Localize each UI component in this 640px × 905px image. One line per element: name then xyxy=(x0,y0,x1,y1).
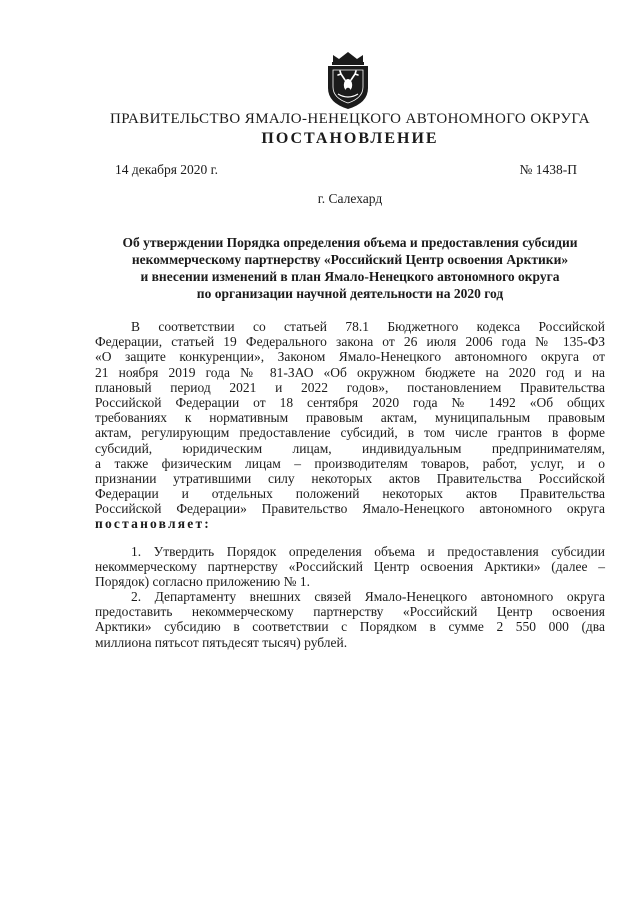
resolution-item-1 xyxy=(95,544,605,590)
preamble-line: признании утратившими силу некоторых актов Правительства Российской xyxy=(95,470,605,486)
preamble-line: Российской Федерации» Правительство Ямало-Ненецкого автономного округа xyxy=(95,501,605,517)
preamble-paragraph xyxy=(95,319,605,532)
item-line: некоммерческому партнерству «Российский Центр освоения Арктики» (далее – xyxy=(95,559,605,575)
resolves-word: постановляет: xyxy=(95,516,211,532)
preamble-line: «О защите конкуренции», Законом Ямало-Ненецкого автономного округа от xyxy=(95,349,605,365)
title-line: Об утверждении Порядка определения объема и предоставления субсидии xyxy=(122,235,578,250)
item-line: предоставить некоммерческому партнерству «Российский Центр освоения xyxy=(95,604,605,620)
preamble-line: а также физическим лицам – производителям товаров, работ, услуг, и о xyxy=(95,455,605,471)
document-number: № 1438-П xyxy=(519,162,577,177)
document-date: 14 декабря 2020 г. xyxy=(115,162,219,177)
preamble-line: Федерации и отдельных положений некоторых актов Правительства xyxy=(95,486,605,502)
item-line: миллиона пятьсот пятьдесят тысяч) рублей. xyxy=(95,634,348,650)
document-place: г. Салехард xyxy=(317,191,383,206)
preamble-line: Федерации, статьей 19 Федерального закона от 26 июля 2006 года № 135-ФЗ xyxy=(95,334,605,350)
title-line: и внесении изменений в план Ямало-Ненецкого автономного округа xyxy=(140,269,560,284)
resolution-item-2 xyxy=(95,589,605,650)
preamble-line: 21 ноября 2019 года № 81-ЗАО «Об окружном бюджете на 2020 год и на xyxy=(95,364,605,380)
coat-of-arms-icon xyxy=(324,50,372,110)
item-line: Арктики» субсидию в соответствии с Порядком в сумме 2 550 000 (два xyxy=(95,619,605,635)
title-line: некоммерческому партнерству «Российский Центр освоения Арктики» xyxy=(131,252,569,267)
document-title xyxy=(95,234,605,302)
preamble-line: Российской Федерации от 18 сентября 2020 года № 1492 «Об общих xyxy=(95,394,605,410)
preamble-line: В соответствии со статьей 78.1 Бюджетного кодекса Российской xyxy=(131,319,605,334)
preamble-line: требованиях к нормативным правовым актам, муниципальным правовым xyxy=(95,410,605,426)
item-line: 2. Департаменту внешних связей Ямало-Ненецкого автономного округа xyxy=(131,589,605,604)
organization-name: ПРАВИТЕЛЬСТВО ЯМАЛО-НЕНЕЦКОГО АВТОНОМНОГО ОКРУГА xyxy=(109,111,591,127)
item-line: Порядок) согласно приложению № 1. xyxy=(95,574,310,590)
document-type: ПОСТАНОВЛЕНИЕ xyxy=(261,130,439,147)
preamble-line: субсидий, юридическим лицам, индивидуальным предпринимателям, xyxy=(95,440,605,456)
preamble-line: плановый период 2021 и 2022 годов», постановлением Правительства xyxy=(95,379,605,395)
title-line: по организации научной деятельности на 2020 год xyxy=(196,286,504,301)
item-line: 1. Утвердить Порядок определения объема и предоставления субсидии xyxy=(131,544,605,559)
preamble-line: актам, регулирующим предоставление субсидий, в том числе грантов в форме xyxy=(95,425,605,441)
